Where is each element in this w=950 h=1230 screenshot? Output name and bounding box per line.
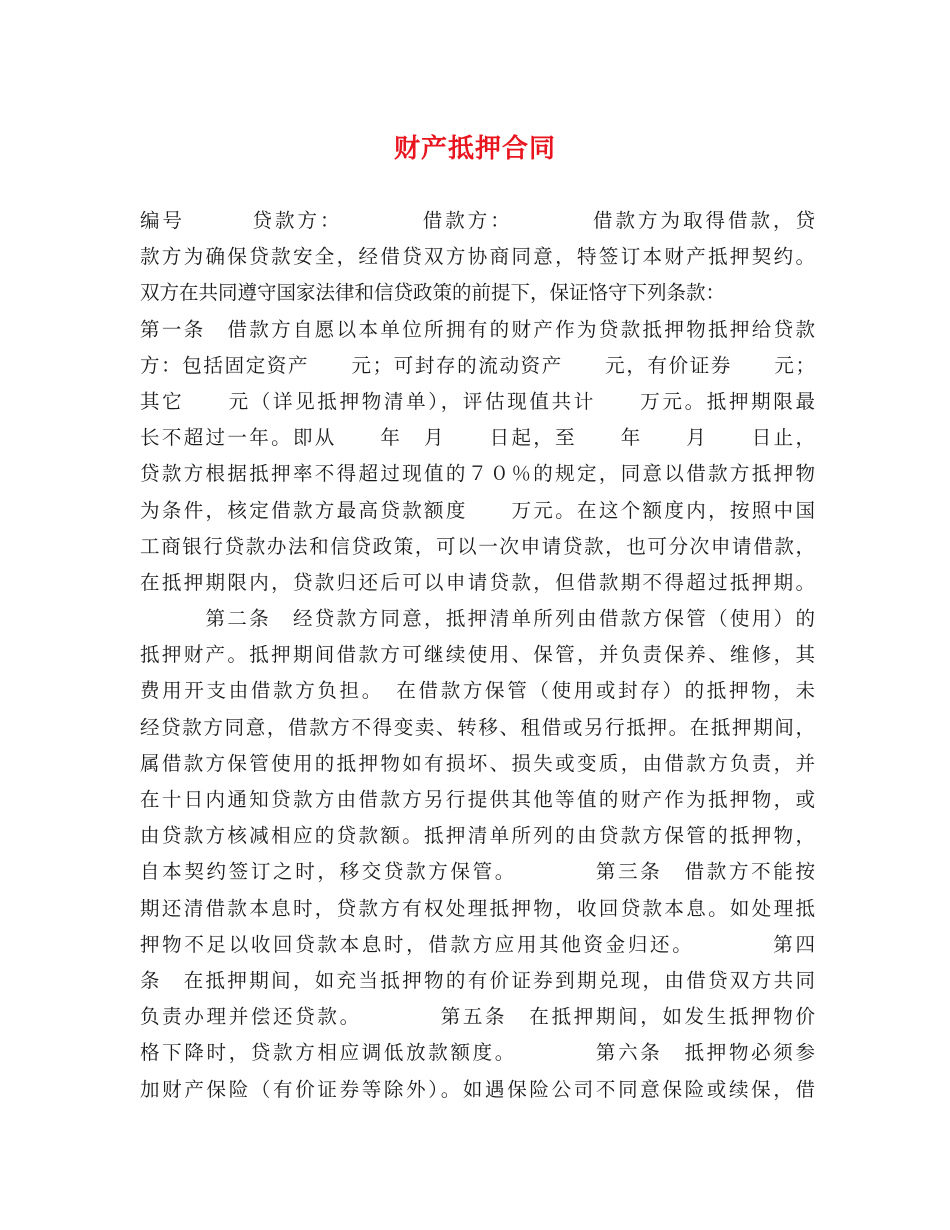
body-line: 长不超过一年。即从 年 月 日起，至 年 月 日止， xyxy=(140,426,815,450)
body-line: 款方为确保贷款安全，经借贷双方协商同意，特签订本财产抵押契约。 xyxy=(140,245,815,269)
body-line: 负责办理并偿还贷款。 第五条 在抵押期间，如发生抵押物价 xyxy=(140,1005,815,1029)
document-title: 财产抵押合同 xyxy=(393,134,556,164)
body-line: 第一条 借款方自愿以本单位所拥有的财产作为贷款抵押物抵押给贷款 xyxy=(140,317,815,341)
body-line: 由贷款方核减相应的贷款额。抵押清单所列的由贷款方保管的抵押物， xyxy=(140,824,815,848)
body-line: 经贷款方同意，借款方不得变卖、转移、租借或另行抵押。在抵押期间， xyxy=(140,715,815,739)
body-line: 其它 元（详见抵押物清单），评估现值共计 万元。抵押期限最 xyxy=(140,389,815,413)
body-line: 押物不足以收回贷款本息时，借款方应用其他资金归还。 第四 xyxy=(140,932,815,956)
body-line: 加财产保险（有价证券等除外）。如遇保险公司不同意保险或续保，借 xyxy=(140,1077,815,1101)
body-line: 为条件，核定借款方最高贷款额度 万元。在这个额度内，按照中国 xyxy=(140,498,815,522)
body-line: 期还清借款本息时，贷款方有权处理抵押物，收回贷款本息。如处理抵 xyxy=(140,896,815,920)
contract-body xyxy=(140,203,815,1108)
body-line: 双方在共同遵守国家法律和信贷政策的前提下，保证恪守下列条款： xyxy=(140,281,726,305)
body-line: 自本契约签订之时，移交贷款方保管。 第三条 借款方不能按 xyxy=(140,860,815,884)
body-line: 编号 贷款方： 借款方： 借款方为取得借款，贷 xyxy=(140,209,815,232)
body-line: 在抵押期限内，贷款归还后可以申请贷款，但借款期不得超过抵押期。 xyxy=(140,570,815,594)
body-line: 属借款方保管使用的抵押物如有损坏、损失或变质，由借款方负责，并 xyxy=(140,751,815,775)
body-line: 在十日内通知贷款方由借款方另行提供其他等值的财产作为抵押物，或 xyxy=(140,788,815,811)
body-line: 贷款方根据抵押率不得超过现值的７０％的规定，同意以借款方抵押物 xyxy=(140,462,815,486)
body-line: 抵押财产。抵押期间借款方可继续使用、保管，并负责保养、维修，其 xyxy=(140,643,815,667)
body-line: 费用开支由借款方负担。 在借款方保管（使用或封存）的抵押物，未 xyxy=(140,679,815,703)
body-line: 工商银行贷款办法和信贷政策，可以一次申请贷款，也可分次申请借款， xyxy=(140,534,815,558)
body-line: 第二条 经贷款方同意，抵押清单所列由借款方保管（使用）的 xyxy=(140,607,815,631)
body-line: 条 在抵押期间，如充当抵押物的有价证券到期兑现，由借贷双方共同 xyxy=(140,968,815,992)
body-line: 格下降时，贷款方相应调低放款额度。 第六条 抵押物必须参 xyxy=(140,1041,815,1065)
body-line: 方：包括固定资产 元；可封存的流动资产 元，有价证券 元； xyxy=(140,353,815,377)
